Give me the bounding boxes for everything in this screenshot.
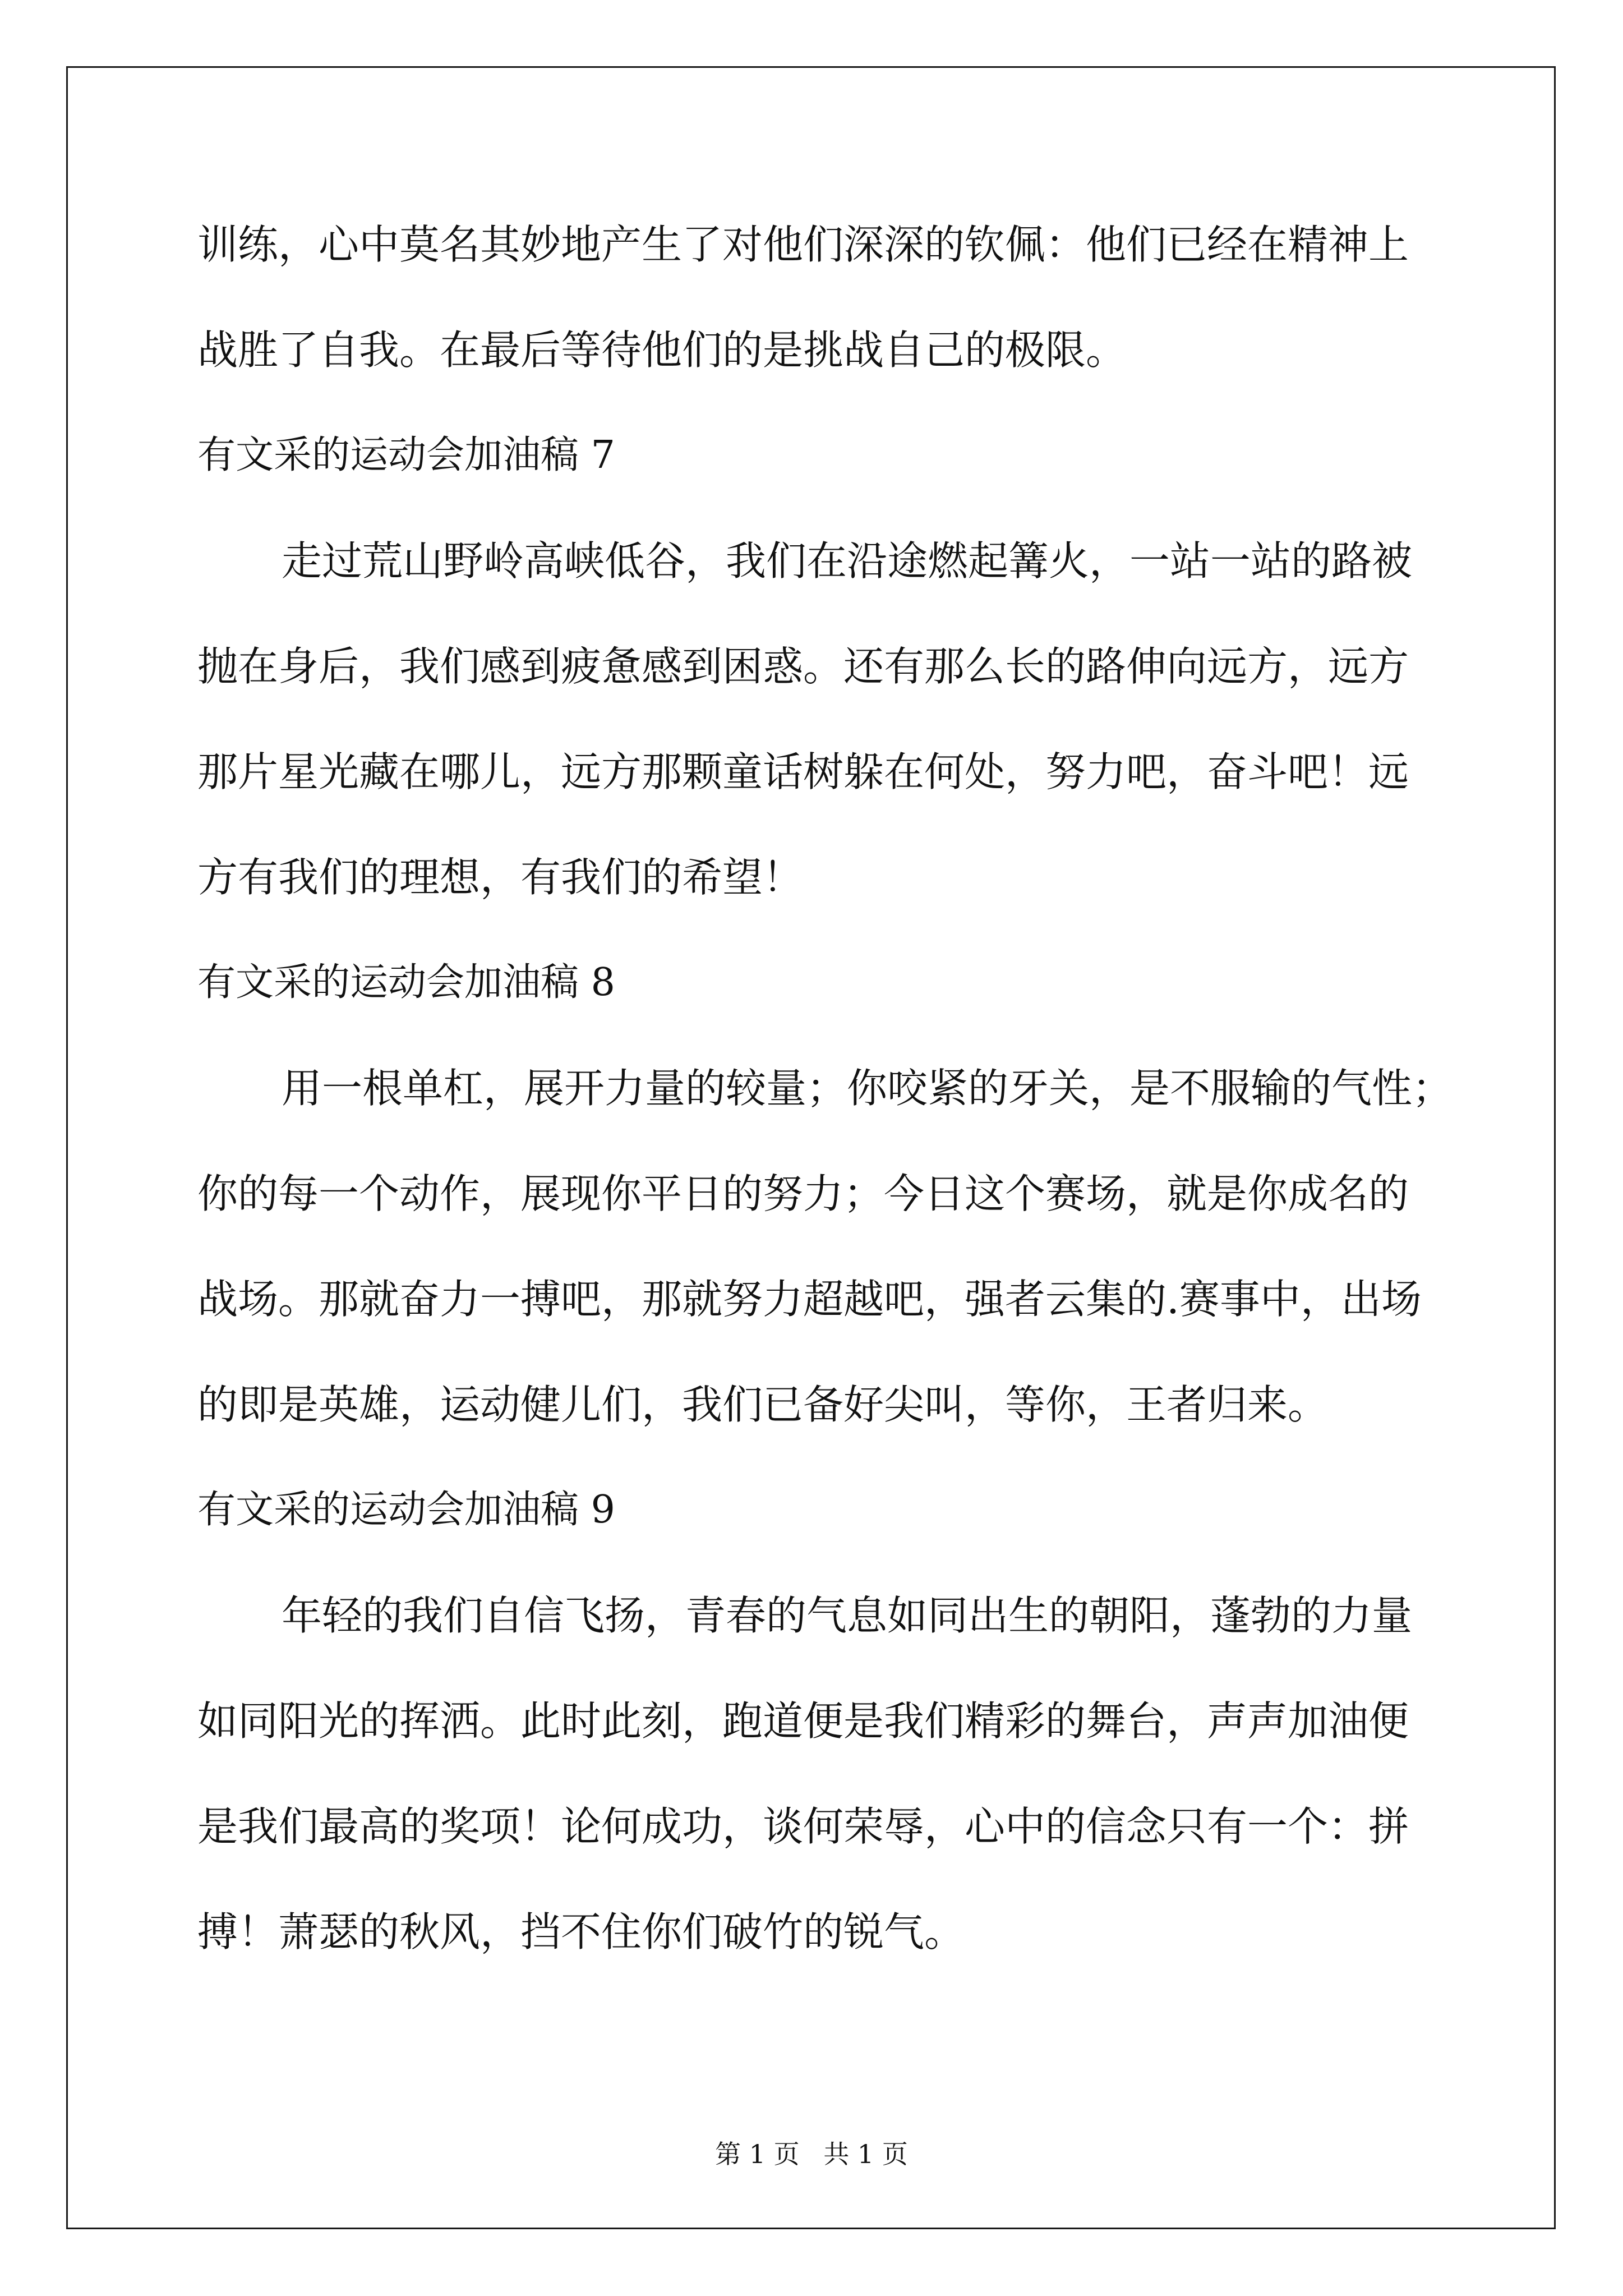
section-heading: 有文采的运动会加油稿 9 [197, 1488, 615, 1532]
paragraph-line: 抛在身后，我们感到疲惫感到困惑。还有那么长的路伸向远方，远方 [197, 643, 1409, 690]
paragraph-line: 你的每一个动作，展现你平日的努力；今日这个赛场，就是你成名的 [197, 1170, 1409, 1217]
section-heading: 有文采的运动会加油稿 8 [197, 960, 615, 1005]
document-body [197, 219, 1453, 1958]
paragraph-line: 搏！萧瑟的秋风，挡不住你们破竹的锐气。 [197, 1908, 965, 1955]
paragraph-line: 那片星光藏在哪儿，远方那颗童话树躲在何处，努力吧，奋斗吧！远 [197, 748, 1409, 795]
paragraph-line: 的即是英雄，运动健儿们，我们已备好尖叫，等你，王者归来。 [197, 1381, 1329, 1428]
paragraph-line: 走过荒山野岭高峡低谷，我们在沿途燃起篝火，一站一站的路被 [282, 537, 1413, 585]
paragraph-line: 战胜了自我。在最后等待他们的是挑战自己的极限。 [197, 326, 1127, 374]
paragraph-line: 年轻的我们自信飞扬，青春的气息如同出生的朝阳，蓬勃的力量 [282, 1592, 1413, 1639]
page-number: 第 1 页 [715, 2139, 800, 2169]
paragraph-line: 战场。那就奋力一搏吧，那就努力超越吧，强者云集的.赛事中，出场 [197, 1276, 1422, 1323]
page-total: 共 1 页 [823, 2139, 908, 2169]
paragraph-line: 用一根单杠，展开力量的较量；你咬紧的牙关，是不服输的气性； [282, 1065, 1453, 1112]
paragraph-line: 训练，心中莫名其妙地产生了对他们深深的钦佩：他们已经在精神上 [197, 221, 1409, 268]
paragraph-line: 是我们最高的奖项！论何成功，谈何荣辱，心中的信念只有一个：拼 [197, 1803, 1409, 1850]
paragraph-line: 方有我们的理想，有我们的希望！ [197, 854, 804, 901]
section-heading: 有文采的运动会加油稿 7 [197, 433, 615, 477]
paragraph-line: 如同阳光的挥洒。此时此刻，跑道便是我们精彩的舞台，声声加油便 [197, 1697, 1409, 1745]
page-footer [0, 2137, 1623, 2171]
